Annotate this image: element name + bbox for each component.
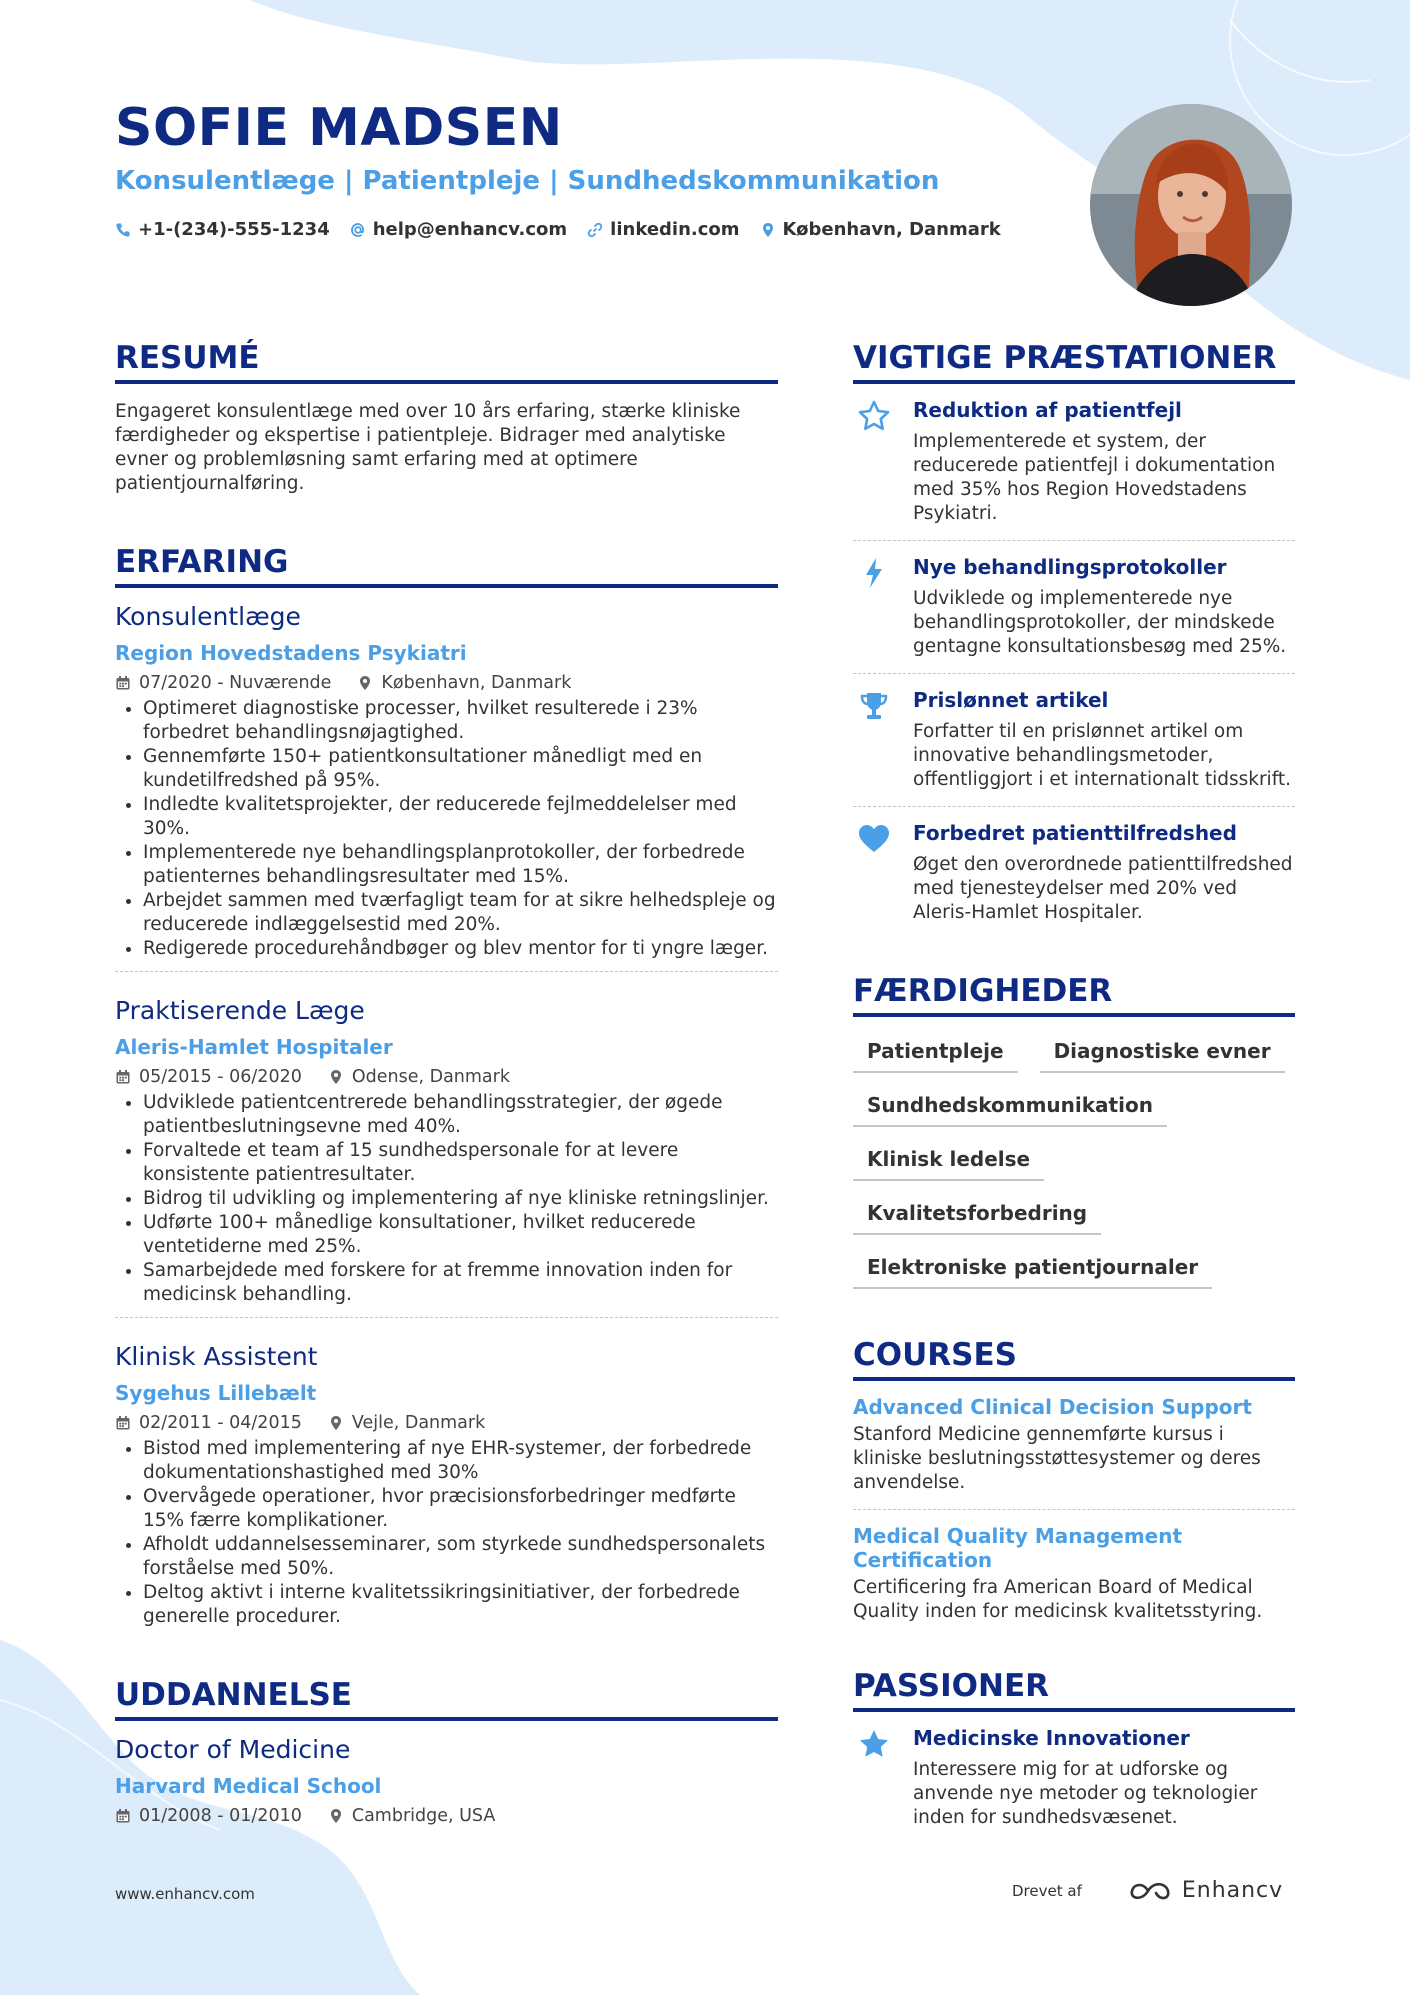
job-bullet: • Overvågede operationer, hvor præcisionsforbedringer medførte 15% færre komplikationer. — [143, 1485, 778, 1533]
candidate-headline: Konsulentlæge | Patientpleje | Sundhedskommunikation — [115, 166, 940, 196]
job-company: Sygehus Lillebælt — [115, 1381, 317, 1405]
passions-section — [853, 1668, 1295, 1844]
job-dates: 02/2011 - 04/2015 — [139, 1413, 302, 1433]
skill-tag: Elektroniske patientjournaler — [853, 1249, 1212, 1289]
job-entry — [115, 1342, 778, 1639]
trophy-icon — [858, 690, 890, 722]
job-bullet: • Afholdt uddannelsesseminarer, som styrkede sundhedspersonalets forståelse med 50%. — [143, 1533, 778, 1581]
job-bullets — [115, 1091, 778, 1307]
passions-title: PASSIONER — [853, 1668, 1295, 1712]
achievement-text: Øget den overordnede patienttilfredshed med tjenesteydelser med 20% ved Aleris-Hamlet Hospitaler. — [913, 854, 1293, 923]
job-meta — [115, 1413, 778, 1433]
job-bullet: • Implementerede nye behandlingsplanprotokoller, der forbedrede patienternes behandlingsresultater med 15%. — [143, 841, 778, 889]
job-title: Konsulentlæge — [115, 602, 301, 631]
enhancv-logo-icon — [1128, 1879, 1172, 1903]
summary-text: Engageret konsulentlæge med over 10 års erfaring, stærke kliniske færdigheder og ekspertise i patientpleje. Bidrager med analytiske evner og problemløsning samt erfaring med at optimere patientjournalføring. — [115, 401, 741, 494]
education-meta — [115, 1806, 778, 1826]
skills-list — [853, 1033, 1295, 1289]
achievement-text: Udviklede og implementerede nye behandlingsprotokoller, der mindskede gentagne konsultationsbesøg med 25%. — [913, 588, 1287, 657]
email-text: help@enhancv.com — [372, 219, 568, 240]
job-bullet: • Redigerede procedurehåndbøger og blev mentor for ti yngre læger. — [143, 937, 778, 961]
courses-section — [853, 1337, 1295, 1624]
passion-title: Medicinske Innovationer — [913, 1726, 1190, 1750]
location-pin-icon — [760, 222, 776, 238]
achievement-title: Forbedret patienttilfredshed — [913, 821, 1237, 845]
job-company: Region Hovedstadens Psykiatri — [115, 641, 467, 665]
job-bullet: • Udviklede patientcentrerede behandlingsstrategier, der øgede patientbeslutningsevne med 40%. — [143, 1091, 778, 1139]
divider — [115, 971, 778, 972]
summary-section — [115, 340, 778, 496]
phone-text: +1-(234)-555-1234 — [138, 219, 330, 240]
achievement-item — [853, 807, 1295, 939]
job-entry — [115, 996, 778, 1328]
divider — [115, 1317, 778, 1318]
experience-title: ERFARING — [115, 544, 778, 588]
job-meta — [115, 1067, 778, 1087]
courses-title: COURSES — [853, 1337, 1295, 1381]
heart-icon — [858, 823, 890, 855]
profile-photo — [1090, 104, 1292, 306]
contact-phone[interactable] — [115, 219, 330, 240]
achievement-text: Implementerede et system, der reducerede patientfejl i dokumentation med 35% hos Region Hovedstadens Psykiatri. — [913, 431, 1276, 524]
job-dates: 05/2015 - 06/2020 — [139, 1067, 302, 1087]
job-bullet: • Deltog aktivt i interne kvalitetssikringsinitiativer, der forbedrede generelle procedurer. — [143, 1581, 778, 1629]
course-item — [853, 1381, 1295, 1510]
job-title: Praktiserende Læge — [115, 996, 365, 1025]
powered-by-label: Drevet af — [1012, 1881, 1082, 1900]
job-location: Vejle, Danmark — [351, 1413, 486, 1433]
skills-title: FÆRDIGHEDER — [853, 973, 1295, 1017]
education-section — [115, 1677, 778, 1836]
course-title: Medical Quality Management Certification — [853, 1524, 1183, 1572]
course-title: Advanced Clinical Decision Support — [853, 1395, 1252, 1419]
contact-bar — [115, 219, 1001, 240]
skill-tag: Sundhedskommunikation — [853, 1087, 1167, 1127]
job-company: Aleris-Hamlet Hospitaler — [115, 1035, 393, 1059]
enhancv-logo[interactable] — [1128, 1878, 1283, 1903]
job-bullet: • Indledte kvalitetsprojekter, der reducerede fejlmeddelelser med 30%. — [143, 793, 778, 841]
phone-icon — [115, 222, 131, 238]
location-pin-icon — [328, 1415, 344, 1431]
passion-item — [853, 1712, 1295, 1844]
footer-branding — [1012, 1878, 1283, 1903]
job-bullet: • Gennemførte 150+ patientkonsultationer månedligt med en kundetilfredshed på 95%. — [143, 745, 778, 793]
job-bullets — [115, 1437, 778, 1629]
course-text: Certificering fra American Board of Medical Quality inden for medicinsk kvalitetsstyring. — [853, 1577, 1263, 1622]
education-entry — [115, 1735, 778, 1836]
brand-name: Enhancv — [1181, 1878, 1284, 1903]
lightning-icon — [858, 557, 890, 589]
achievement-text: Forfatter til en prislønnet artikel om innovative behandlingsmetoder, offentliggjort i et internationalt tidsskrift. — [913, 721, 1292, 790]
candidate-name: SOFIE MADSEN — [115, 98, 563, 158]
passion-text: Interessere mig for at udforske og anvende nye metoder og teknologier inden for sundhedsvæsenet. — [913, 1759, 1258, 1828]
job-location: Odense, Danmark — [351, 1067, 510, 1087]
calendar-icon — [115, 1808, 131, 1824]
job-bullets — [115, 697, 778, 961]
experience-section — [115, 544, 778, 1639]
job-location: København, Danmark — [381, 673, 572, 693]
job-meta — [115, 673, 778, 693]
job-dates: 07/2020 - Nuværende — [139, 673, 332, 693]
contact-linkedin[interactable] — [587, 219, 739, 240]
job-bullet: • Bistod med implementering af nye EHR-systemer, der forbedrede dokumentationshastighed med 30% — [143, 1437, 778, 1485]
achievements-section — [853, 340, 1295, 939]
footer-website[interactable]: www.enhancv.com — [115, 1885, 255, 1903]
job-bullet: • Optimeret diagnostiske processer, hvilket resulterede i 23% forbedret behandlingsnøjagtighed. — [143, 697, 778, 745]
job-bullet: • Udførte 100+ månedlige konsultationer, hvilket reducerede ventetiderne med 25%. — [143, 1211, 778, 1259]
calendar-icon — [115, 675, 131, 691]
education-location: Cambridge, USA — [351, 1806, 496, 1826]
linkedin-text: linkedin.com — [610, 219, 740, 240]
job-title: Klinisk Assistent — [115, 1342, 318, 1371]
left-column — [115, 340, 778, 1836]
job-bullet: • Arbejdet sammen med tværfagligt team for at sikre helhedspleje og reducerede indlæggelsestid med 20%. — [143, 889, 778, 937]
education-degree: Doctor of Medicine — [115, 1735, 351, 1764]
contact-email[interactable] — [350, 219, 567, 240]
skill-tag: Diagnostiske evner — [1040, 1033, 1285, 1073]
course-text: Stanford Medicine gennemførte kursus i kliniske beslutningsstøttesystemer og deres anvendelse. — [853, 1424, 1261, 1493]
skills-section — [853, 973, 1295, 1289]
right-column — [853, 340, 1295, 1844]
job-bullet: • Forvaltede et team af 15 sundhedspersonale for at levere konsistente patientresultater. — [143, 1139, 778, 1187]
location-pin-icon — [357, 675, 373, 691]
skill-tag: Klinisk ledelse — [853, 1141, 1044, 1181]
job-entry — [115, 602, 778, 982]
location-text: København, Danmark — [782, 219, 1001, 240]
calendar-icon — [115, 1415, 131, 1431]
job-bullet: • Samarbejdede med forskere for at fremme innovation inden for medicinsk behandling. — [143, 1259, 778, 1307]
achievement-title: Nye behandlingsprotokoller — [913, 555, 1227, 579]
achievement-title: Reduktion af patientfejl — [913, 398, 1182, 422]
achievement-item — [853, 541, 1295, 674]
job-bullet: • Bidrog til udvikling og implementering af nye kliniske retningslinjer. — [143, 1187, 778, 1211]
achievements-title: VIGTIGE PRÆSTATIONER — [853, 340, 1295, 384]
education-school: Harvard Medical School — [115, 1774, 382, 1798]
location-pin-icon — [328, 1808, 344, 1824]
achievement-item — [853, 674, 1295, 807]
summary-title: RESUMÉ — [115, 340, 778, 384]
skill-tag: Patientpleje — [853, 1033, 1018, 1073]
achievement-title: Prislønnet artikel — [913, 688, 1109, 712]
location-pin-icon — [328, 1069, 344, 1085]
contact-location — [760, 219, 1001, 240]
star-outline-icon — [858, 400, 890, 432]
at-icon — [350, 222, 366, 238]
link-icon — [587, 222, 603, 238]
education-dates: 01/2008 - 01/2010 — [139, 1806, 302, 1826]
skill-tag: Kvalitetsforbedring — [853, 1195, 1101, 1235]
course-item — [853, 1510, 1295, 1624]
calendar-icon — [115, 1069, 131, 1085]
education-title: UDDANNELSE — [115, 1677, 778, 1721]
achievement-item — [853, 384, 1295, 541]
star-icon — [858, 1728, 890, 1760]
